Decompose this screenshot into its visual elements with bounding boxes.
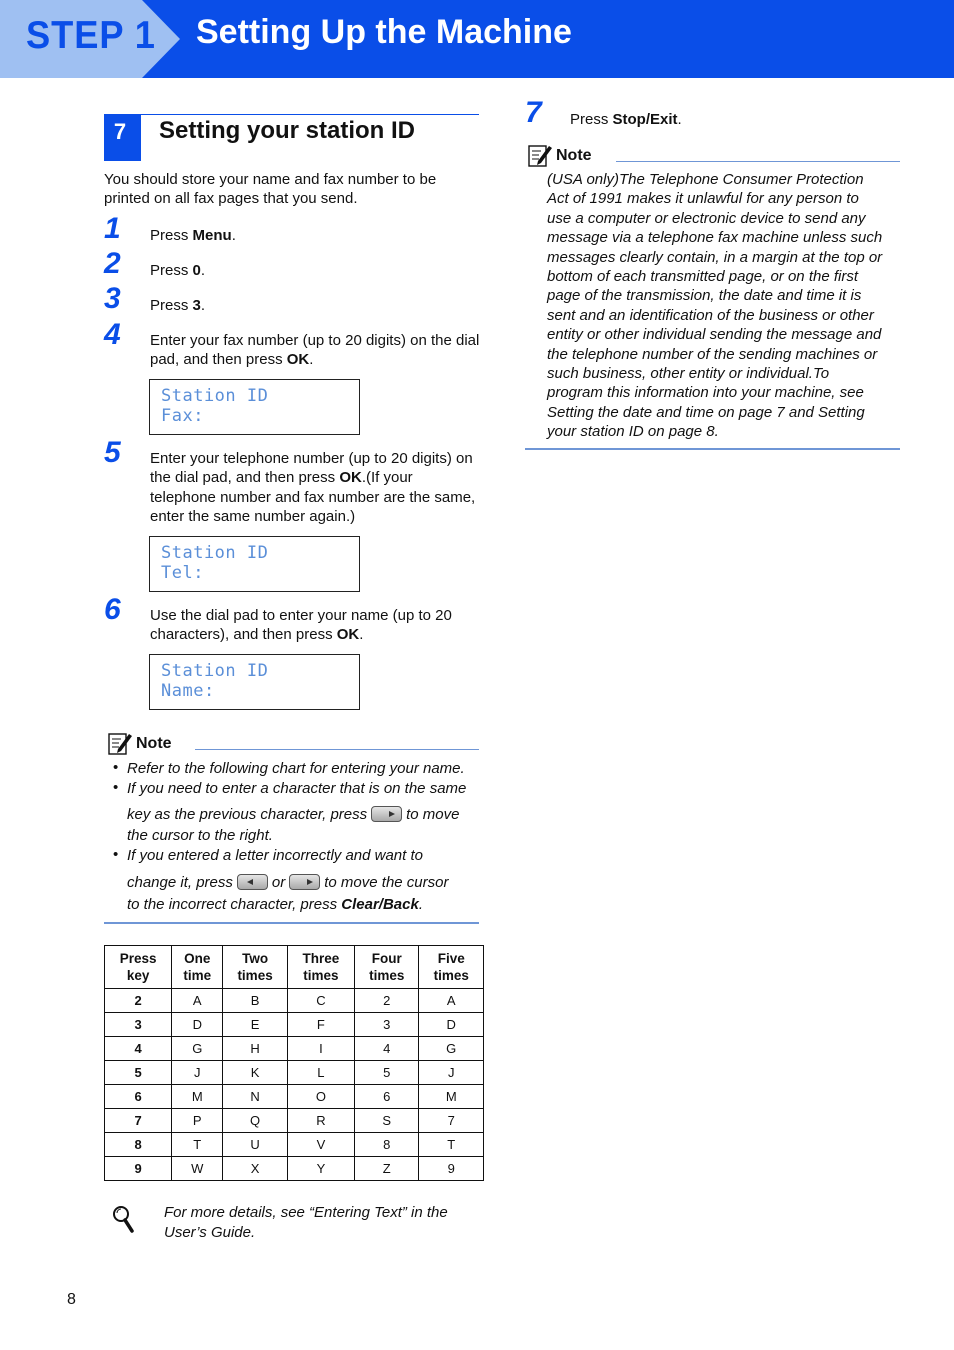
step-text-bold: OK bbox=[336, 626, 360, 644]
char-cell: B bbox=[223, 989, 288, 1013]
section-intro: You should store your name and fax number to be printed on all fax pages that you send. bbox=[104, 171, 437, 208]
step-text-plain: Press bbox=[150, 297, 193, 314]
header-line: Three bbox=[302, 951, 340, 966]
table-row bbox=[105, 1013, 484, 1037]
step-label: STEP 1 bbox=[26, 14, 156, 57]
note-text: to the incorrect character, press bbox=[127, 896, 342, 913]
note-item: If you entered a letter incorrectly and want to bbox=[127, 847, 423, 864]
header-line: Press bbox=[119, 951, 157, 966]
char-cell: 6 bbox=[354, 1085, 419, 1109]
note-line: Act of 1991 makes it unlawful for any person to bbox=[547, 190, 859, 208]
header-line: Four bbox=[371, 951, 402, 966]
char-cell: Q bbox=[223, 1109, 288, 1133]
note-line: Setting the date and time on page 7 and Setting bbox=[547, 403, 865, 421]
note-text: change it, press bbox=[127, 874, 233, 891]
bullet: • bbox=[113, 759, 119, 776]
step-text-bold: OK bbox=[339, 469, 362, 487]
char-cell: H bbox=[223, 1037, 288, 1061]
note-text: to move the cursor bbox=[324, 874, 449, 891]
table-row bbox=[105, 1061, 484, 1085]
note-item: If you need to enter a character that is on the same bbox=[127, 780, 467, 797]
note-line: program this information into your machine, see bbox=[547, 384, 864, 402]
header-line: key bbox=[126, 968, 150, 983]
step-text-bold: 3 bbox=[192, 297, 201, 314]
note-rule bbox=[195, 749, 479, 750]
note-text-bold: Clear/Back bbox=[341, 896, 419, 913]
note-line: (USA only)The Telephone Consumer Protection bbox=[547, 171, 864, 188]
char-cell: P bbox=[172, 1109, 223, 1133]
char-cell: D bbox=[419, 1013, 484, 1037]
header-line: times bbox=[433, 968, 469, 983]
step-number: 3 bbox=[104, 282, 121, 315]
note-text: key as the previous character, press bbox=[127, 806, 368, 823]
note-heading: Note bbox=[136, 735, 172, 752]
char-cell: S bbox=[354, 1109, 419, 1133]
table-header bbox=[419, 946, 484, 989]
step-text-plain: .(If your telephone number and fax number are the same, enter the same number again.) bbox=[150, 469, 476, 526]
char-cell: D bbox=[172, 1013, 223, 1037]
tip-text: User’s Guide. bbox=[164, 1224, 256, 1241]
char-cell: G bbox=[419, 1037, 484, 1061]
table-header-row bbox=[105, 946, 484, 989]
step-text-plain: Enter your fax number (up to 20 digits) on the dial pad, and then press bbox=[150, 332, 480, 369]
table-row bbox=[105, 1109, 484, 1133]
note-line: your station ID on page 8. bbox=[547, 423, 719, 441]
char-cell: 9 bbox=[419, 1157, 484, 1181]
step-text-plain: . bbox=[231, 227, 236, 244]
note-line: bottom of each transmitted page, or on the first bbox=[547, 268, 859, 286]
note-line: messages clearly contain, in a margin at the top or bbox=[547, 248, 883, 266]
key-cell: 5 bbox=[105, 1061, 172, 1085]
note-text: to move bbox=[406, 806, 460, 823]
header-line: times bbox=[303, 968, 339, 983]
char-cell: O bbox=[287, 1085, 354, 1109]
char-cell: R bbox=[287, 1109, 354, 1133]
char-cell: 5 bbox=[354, 1061, 419, 1085]
step-text-plain: . bbox=[200, 262, 206, 279]
step-text bbox=[150, 331, 480, 370]
table-header bbox=[223, 946, 288, 989]
lcd-line: Station ID bbox=[161, 661, 269, 681]
bullet: • bbox=[113, 779, 119, 796]
key-cell: 9 bbox=[105, 1157, 172, 1181]
note-line: message via a telephone fax machine unless such bbox=[547, 229, 883, 247]
note-line: such business, other entity or individual.To bbox=[547, 365, 830, 383]
char-cell: C bbox=[287, 989, 354, 1013]
note-text: or bbox=[271, 874, 286, 891]
note-line: sent and an identification of the business or other bbox=[547, 306, 874, 324]
note-item: Refer to the following chart for entering your name. bbox=[127, 760, 465, 777]
char-cell: T bbox=[419, 1133, 484, 1157]
note-heading: Note bbox=[556, 147, 592, 164]
char-cell: J bbox=[419, 1061, 484, 1085]
step-text-plain: Press bbox=[150, 262, 193, 279]
page-number: 8 bbox=[67, 1291, 76, 1308]
step-text-plain: Enter your telephone number (up to 20 digits) on the dial pad, and then press bbox=[150, 450, 473, 487]
step-text-plain: . bbox=[677, 111, 682, 128]
char-cell: J bbox=[172, 1061, 223, 1085]
lcd-line: Fax: bbox=[161, 406, 204, 426]
note-pencil-icon bbox=[527, 142, 553, 168]
header-line: time bbox=[183, 968, 212, 983]
note-pencil-icon bbox=[107, 730, 133, 756]
table-row bbox=[105, 1085, 484, 1109]
step-text-bold: 0 bbox=[192, 262, 201, 279]
step-text bbox=[150, 261, 480, 280]
char-cell: I bbox=[287, 1037, 354, 1061]
note-line: the telephone number of the sending machines or bbox=[547, 345, 878, 363]
table-row bbox=[105, 1157, 484, 1181]
lcd-line: Station ID bbox=[161, 386, 269, 406]
left-arrow-key-icon bbox=[237, 874, 268, 890]
char-cell: 3 bbox=[354, 1013, 419, 1037]
step-number: 1 bbox=[104, 212, 121, 245]
step-number: 7 bbox=[525, 96, 542, 129]
step-text-plain: . bbox=[200, 297, 206, 314]
char-cell: E bbox=[223, 1013, 288, 1037]
section-number: 7 bbox=[113, 119, 127, 144]
step-text-plain: Press bbox=[570, 111, 613, 128]
step-text-plain: Use the dial pad to enter your name (up to 20 characters), and then press bbox=[150, 607, 452, 644]
lcd-line: Tel: bbox=[161, 563, 204, 583]
note-item: the cursor to the right. bbox=[127, 827, 273, 844]
lcd-line: Name: bbox=[161, 681, 215, 701]
header-line: times bbox=[369, 968, 405, 983]
step-text bbox=[150, 449, 480, 527]
step-text-bold: Stop/Exit bbox=[612, 111, 678, 128]
note-end-rule bbox=[525, 448, 900, 450]
note-end-rule bbox=[104, 922, 479, 924]
character-table bbox=[104, 945, 484, 1181]
char-cell: K bbox=[223, 1061, 288, 1085]
step-number: 4 bbox=[104, 318, 121, 351]
char-cell: M bbox=[419, 1085, 484, 1109]
key-cell: 8 bbox=[105, 1133, 172, 1157]
char-cell: 2 bbox=[354, 989, 419, 1013]
key-cell: 6 bbox=[105, 1085, 172, 1109]
step-text bbox=[150, 296, 480, 315]
lcd-display bbox=[149, 379, 360, 435]
key-cell: 4 bbox=[105, 1037, 172, 1061]
char-cell: A bbox=[172, 989, 223, 1013]
char-cell: V bbox=[287, 1133, 354, 1157]
lcd-display bbox=[149, 654, 360, 710]
lcd-display bbox=[149, 536, 360, 592]
char-cell: 8 bbox=[354, 1133, 419, 1157]
note-item bbox=[127, 873, 487, 892]
header-line: times bbox=[237, 968, 273, 983]
char-cell: G bbox=[172, 1037, 223, 1061]
note-item bbox=[127, 805, 487, 824]
step-text bbox=[570, 110, 900, 129]
step-text bbox=[150, 226, 480, 245]
section-title: Setting your station ID bbox=[159, 117, 416, 144]
note-line: use a computer or electronic device to send any bbox=[547, 209, 866, 227]
char-cell: Z bbox=[354, 1157, 419, 1181]
table-row bbox=[105, 1133, 484, 1157]
step-text-bold: Menu bbox=[192, 227, 232, 244]
step-text-plain: . bbox=[359, 626, 364, 644]
table-row bbox=[105, 1037, 484, 1061]
note-body bbox=[547, 170, 907, 442]
header-line: Two bbox=[242, 951, 269, 966]
char-cell: T bbox=[172, 1133, 223, 1157]
char-cell: 7 bbox=[419, 1109, 484, 1133]
header-title: Setting Up the Machine bbox=[196, 13, 572, 51]
step-number: 5 bbox=[104, 436, 121, 469]
note-rule bbox=[616, 161, 900, 162]
table-header bbox=[287, 946, 354, 989]
note-item bbox=[127, 895, 487, 914]
table-body bbox=[105, 989, 484, 1181]
key-cell: 7 bbox=[105, 1109, 172, 1133]
section-rule bbox=[141, 114, 479, 115]
table-header bbox=[105, 946, 172, 989]
note-text: . bbox=[418, 896, 423, 913]
magnifier-icon bbox=[111, 1204, 137, 1236]
lcd-line: Station ID bbox=[161, 543, 269, 563]
step-text-bold: OK bbox=[286, 351, 310, 369]
table-header bbox=[172, 946, 223, 989]
char-cell: U bbox=[223, 1133, 288, 1157]
key-cell: 2 bbox=[105, 989, 172, 1013]
section-number-badge bbox=[104, 114, 141, 161]
char-cell: M bbox=[172, 1085, 223, 1109]
char-cell: N bbox=[223, 1085, 288, 1109]
page-header bbox=[0, 0, 954, 78]
char-cell: X bbox=[223, 1157, 288, 1181]
char-cell: 4 bbox=[354, 1037, 419, 1061]
char-cell: W bbox=[172, 1157, 223, 1181]
step-text-plain: Press bbox=[150, 227, 193, 244]
char-cell: F bbox=[287, 1013, 354, 1037]
right-arrow-key-icon bbox=[371, 806, 402, 822]
header-line: One bbox=[184, 951, 211, 966]
key-cell: 3 bbox=[105, 1013, 172, 1037]
note-line: entity or other individual sending the message and bbox=[547, 326, 882, 344]
note-line: page of the transmission, the date and time it is bbox=[547, 287, 862, 305]
table-header bbox=[354, 946, 419, 989]
tip-text: For more details, see “Entering Text” in the bbox=[164, 1204, 448, 1221]
table-row bbox=[105, 989, 484, 1013]
bullet: • bbox=[113, 846, 119, 863]
right-arrow-key-icon bbox=[289, 874, 320, 890]
char-cell: L bbox=[287, 1061, 354, 1085]
step-text bbox=[150, 606, 480, 645]
char-cell: Y bbox=[287, 1157, 354, 1181]
step-tab bbox=[0, 0, 180, 78]
step-number: 2 bbox=[104, 247, 121, 280]
step-text-plain: . bbox=[309, 351, 314, 369]
header-line: Five bbox=[437, 951, 465, 966]
char-cell: A bbox=[419, 989, 484, 1013]
step-number: 6 bbox=[104, 593, 121, 626]
